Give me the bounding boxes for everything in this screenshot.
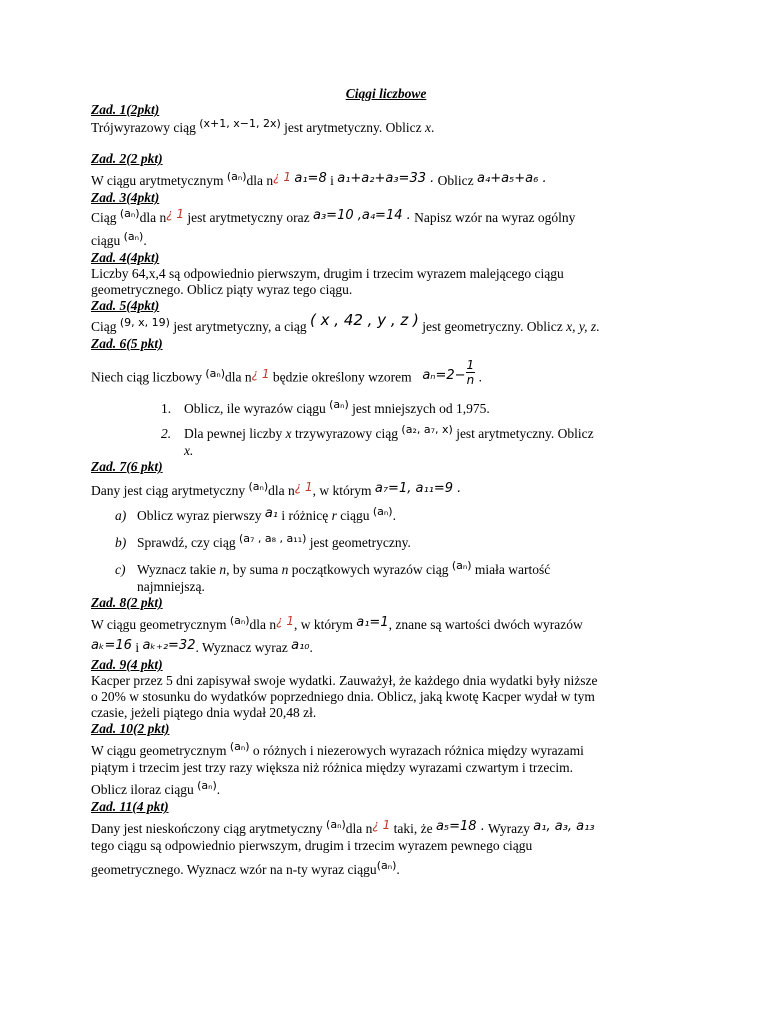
math-expression: ¿ 1 (251, 366, 270, 381)
page-title: Ciągi liczbowe (345, 86, 427, 101)
task-header: Zad. 5(4pkt) (91, 298, 160, 313)
task-text: geometrycznego. Oblicz piąty wyraz tego ciągu. (91, 282, 353, 297)
task-text: ciągu $^{(a_n)}$. (91, 230, 147, 248)
task-text: piątym i trzecim jest trzy razy większa niż różnica między wyrazami czwartym i trzecim. (91, 760, 574, 775)
list-item: 2. Dla pewnej liczby x trzywyrazowy ciąg $^{(a_2, a_7, x)}$ jest arytmetyczny. Oblicz x. (161, 423, 594, 458)
task-11 (91, 799, 681, 879)
math-expression: ¿ 1 (273, 170, 291, 184)
task-4 (91, 250, 681, 298)
list-item: c) Wyznacz takie n, by suma n początkowych wyrazów ciąg $^{(a_n)}$ miała wartość najmniejszą. (115, 559, 551, 594)
task-text: Niech ciąg liczbowy $^{(a_n)}$dla n¿ 1 będzie określony wzorem aₙ=2− $\frac{1}{n}$ . (91, 358, 482, 387)
task-text: Ciąg $^{(a_n)}$dla n¿ 1 jest arytmetyczny oraz a₃=10 ,a₄=14 . Napisz wzór na wyraz ogólny (91, 207, 576, 225)
task-header: Zad. 1(2pkt) (91, 102, 160, 117)
task-text: W ciągu geometrycznym $^{(a_n)}$dla n¿ 1, w którym a₁=1, znane są wartości dwóch wyrazów (91, 614, 583, 632)
math-expression: (aₙ) (229, 740, 250, 753)
task-text: Ciąg $^{(9, x, 19)}$ jest arytmetyczny, a ciąg ( x , 42 , y , z ) jest geometryczny. Oblicz x, y, z. (91, 311, 600, 334)
task-6 (91, 336, 681, 459)
math-expression: (aₙ) (123, 230, 144, 243)
task-text: Dany jest nieskończony ciąg arytmetyczny $^{(a_n)}$dla n¿ 1 taki, że a₅=18 . Wyrazy a₁, a₃, a₁₃ (91, 818, 595, 836)
task-header: Zad. 10(2 pkt) (91, 721, 170, 736)
task-text: czasie, jeżeli piątego dnia wydał 20,48 zł. (91, 705, 317, 720)
task-text: Liczby 64,x,4 są odpowiednio pierwszym, drugim i trzecim wyrazem malejącego ciągu (91, 266, 564, 281)
math-expression: a₅=18 . (435, 819, 485, 834)
task-text: o 20% w stosunku do wydatków poprzedniego dnia. Oblicz, jaką kwotę Kacper wydał w tym (91, 689, 595, 704)
task-text: geometrycznego. Wyznacz wzór na n-ty wyraz ciągu$^{(a_n)}$. (91, 859, 400, 877)
math-expression: (x+1, x−1, 2x) (199, 117, 281, 130)
math-expression: (a₂, a₇, x) (401, 423, 453, 436)
math-expression: (aₙ) (197, 779, 217, 792)
list-item: b) Sprawdź, czy ciąg $^{(a_7 , a_8 , a_{11})}$ jest geometryczny. (115, 532, 411, 550)
task-7 (91, 459, 681, 595)
task-8 (91, 595, 681, 657)
math-expression: (aₙ) (451, 559, 472, 572)
math-expression: (aₙ) (376, 859, 397, 872)
math-expression: (aₙ) (248, 480, 269, 493)
fraction: $\frac{1}{n}$ (466, 358, 475, 387)
task-header: Zad. 7(6 pkt) (91, 459, 163, 474)
task-3 (91, 190, 681, 250)
math-expression: aₖ=16 (91, 638, 132, 653)
math-expression: ¿ 1 (372, 818, 391, 832)
math-expression: ( x , 42 , y , z ) (310, 311, 419, 329)
task-header: Zad. 4(4pkt) (91, 250, 160, 265)
math-expression: a₁=1 (356, 615, 389, 630)
task-header: Zad. 9(4 pkt) (91, 657, 163, 672)
math-expression: a₁₀ (291, 638, 310, 653)
math-expression: ¿ 1 (294, 480, 313, 494)
math-expression: a₇=1, a₁₁=9 . (374, 481, 462, 496)
math-expression: a₃=10 ,a₄=14 . (313, 208, 411, 223)
task-header: Zad. 8(2 pkt) (91, 595, 163, 610)
math-expression: (aₙ) (119, 207, 140, 220)
task-header: Zad. 2(2 pkt) (91, 151, 163, 166)
task-1 (91, 102, 681, 137)
math-expression: (aₙ) (226, 170, 247, 183)
task-2 (91, 151, 681, 190)
task-header: Zad. 6(5 pkt) (91, 336, 163, 351)
task-text: Trójwyrazowy ciąg $^{(x+1, x-1, 2x)}$ jest arytmetyczny. Oblicz x. (91, 117, 435, 135)
task-text: W ciągu arytmetycznym $^{(a_n)}$dla n¿ 1 a₁=8 i a₁+a₂+a₃=33 . Oblicz a₄+a₅+a₆ . (91, 170, 547, 188)
task-text: Kacper przez 5 dni zapisywał swoje wydatki. Zauważył, że każdego dnia wydatki były niższe (91, 673, 598, 688)
task-text: aₖ=16 i aₖ₊₂=32. Wyznacz wyraz a₁₀. (91, 638, 313, 655)
task-header: Zad. 11(4 pkt) (91, 799, 169, 814)
math-expression: a₁=8 (294, 171, 327, 186)
math-expression: (aₙ) (229, 614, 250, 627)
math-expression: a₁, a₃, a₁₃ (533, 819, 595, 834)
math-expression: (aₙ) (329, 398, 349, 411)
task-9 (91, 657, 681, 721)
task-text: Dany jest ciąg arytmetyczny $^{(a_n)}$dla n¿ 1, w którym a₇=1, a₁₁=9 . (91, 480, 462, 498)
math-expression: aₙ=2− (422, 367, 466, 383)
math-expression: (aₙ) (372, 505, 393, 518)
task-text: Oblicz iloraz ciągu $^{(a_n)}$. (91, 779, 221, 797)
list-item: 1. Oblicz, ile wyrazów ciągu $^{(a_n)}$ jest mniejszych od 1,975. (161, 398, 490, 416)
math-expression: a₁+a₂+a₃=33 . (337, 171, 435, 186)
task-text: tego ciągu są odpowiednio pierwszym, drugim i trzecim wyrazem pewnego ciągu (91, 838, 533, 853)
math-expression: a₄+a₅+a₆ . (477, 171, 547, 186)
math-expression: (aₙ) (326, 818, 346, 831)
task-10 (91, 721, 681, 799)
math-expression: (9, x, 19) (119, 316, 170, 329)
document-content (91, 86, 681, 879)
math-expression: ¿ 1 (166, 207, 185, 221)
math-expression: ¿ 1 (276, 614, 294, 628)
task-text: W ciągu geometrycznym $^{(a_n)}$ o różnych i niezerowych wyrazach różnica między wyrazami (91, 740, 584, 758)
task-header: Zad. 3(4pkt) (91, 190, 160, 205)
math-expression: aₖ₊₂=32 (142, 638, 196, 653)
math-expression: (aₙ) (205, 366, 226, 380)
math-expression: a₁ (264, 506, 279, 521)
task-5 (91, 298, 681, 336)
list-item: a) Oblicz wyraz pierwszy a₁ i różnicę r ciągu $^{(a_n)}$. (115, 505, 396, 523)
math-expression: (a₇ , a₈ , a₁₁) (238, 532, 307, 545)
